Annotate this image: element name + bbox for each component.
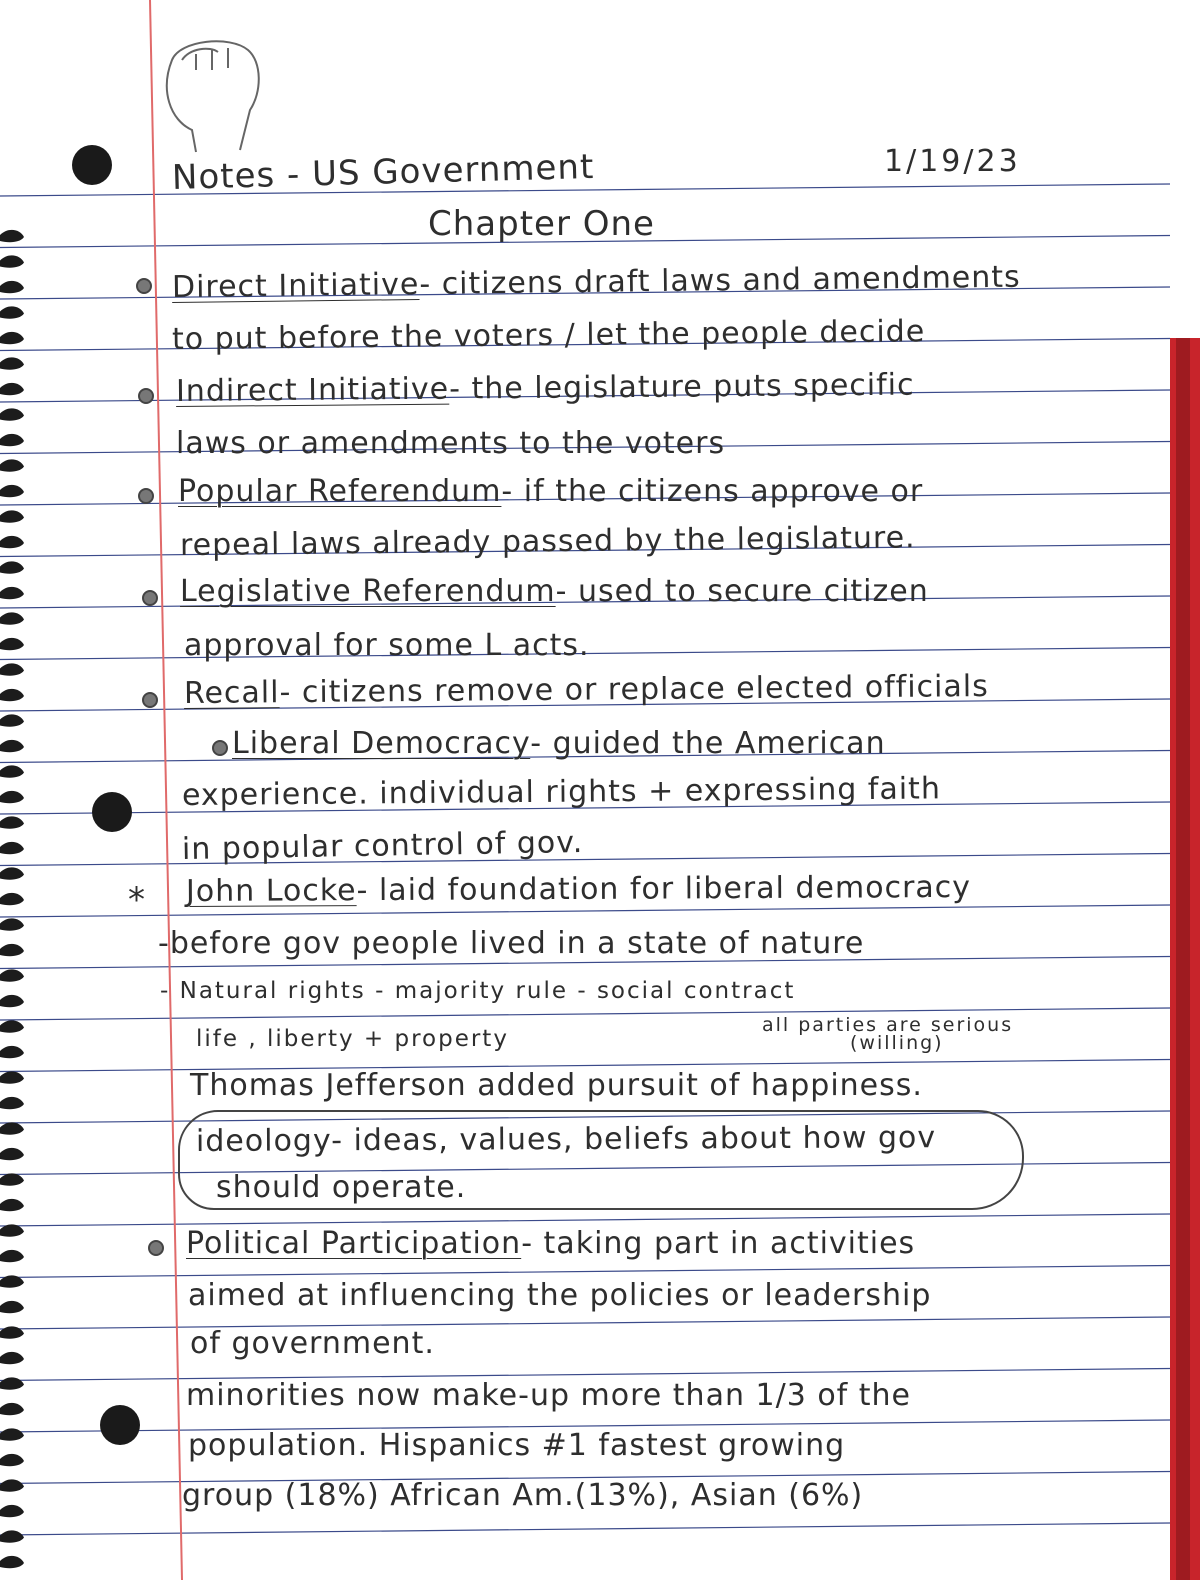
bullet-icon <box>136 278 152 294</box>
spiral-coil <box>0 689 24 701</box>
spiral-coil <box>0 408 24 420</box>
star-marker: * <box>128 880 146 920</box>
spiral-coil <box>0 638 24 650</box>
spiral-coil <box>0 1020 24 1032</box>
note-legislative-referendum <box>180 574 929 609</box>
term-popular-referendum: Popular Referendum <box>178 474 502 509</box>
definition-line: Thomas Jefferson added pursuit of happiness. <box>190 1068 923 1103</box>
note-minorities: population. Hispanics #1 fastest growing <box>188 1428 846 1463</box>
spiral-coil <box>0 1199 24 1211</box>
spiral-binding <box>0 230 24 1568</box>
spiral-coil <box>0 867 24 879</box>
spiral-coil <box>0 485 24 497</box>
spiral-coil <box>0 918 24 930</box>
spiral-coil <box>0 306 24 318</box>
spiral-coil <box>0 1352 24 1364</box>
definition-line: - citizens remove or replace elected officials <box>279 668 989 711</box>
spiral-coil <box>0 587 24 599</box>
spiral-coil <box>0 1377 24 1389</box>
bullet-icon <box>138 488 154 504</box>
term-liberal-democracy: Liberal Democracy <box>232 726 531 761</box>
spiral-coil <box>0 944 24 956</box>
spiral-coil <box>0 969 24 981</box>
bullet-icon <box>142 590 158 606</box>
margin-line <box>150 0 182 1580</box>
note-recall <box>184 669 989 711</box>
definition-line: - used to secure citizen <box>555 574 929 609</box>
spiral-coil <box>0 281 24 293</box>
spiral-coil <box>0 1556 24 1568</box>
note-john-locke <box>186 870 971 909</box>
spiral-coil <box>0 663 24 675</box>
punch-hole <box>72 145 112 185</box>
spiral-coil <box>0 230 24 242</box>
bullet-icon <box>138 388 154 404</box>
spiral-coil <box>0 1505 24 1517</box>
term-direct-initiative: Direct Initiative <box>171 266 420 305</box>
spiral-coil <box>0 1454 24 1466</box>
note-political-participation <box>186 1226 915 1261</box>
note-indirect-initiative <box>176 368 915 409</box>
definition-line: - laid foundation for liberal democracy <box>356 869 972 909</box>
spiral-coil <box>0 561 24 573</box>
spiral-coil <box>0 1530 24 1542</box>
definition-line: repeal laws already passed by the legislature. <box>179 520 916 563</box>
spiral-coil <box>0 332 24 344</box>
spiral-coil <box>0 816 24 828</box>
term-political-participation: Political Participation <box>186 1226 522 1261</box>
spiral-coil <box>0 842 24 854</box>
term-indirect-initiative: Indirect Initiative <box>175 371 450 409</box>
spiral-coil <box>0 893 24 905</box>
definition-line: -before gov people lived in a state of nature <box>158 926 865 961</box>
term-ideology: ideology <box>195 1123 332 1159</box>
definition-line: experience. individual rights + expressing faith <box>181 771 942 813</box>
definition-line: of government. <box>190 1326 435 1361</box>
spiral-coil <box>0 1122 24 1134</box>
definition-line: approval for some L acts. <box>184 628 590 663</box>
punch-hole <box>100 1405 140 1445</box>
definition-line: - citizens draft laws and amendments <box>419 259 1021 302</box>
bullet-icon <box>212 740 228 756</box>
spiral-coil <box>0 1046 24 1058</box>
spiral-coil <box>0 995 24 1007</box>
term-legislative-referendum: Legislative Referendum <box>180 574 556 609</box>
sub-note: life , liberty + property <box>196 1026 509 1052</box>
note-ideology <box>196 1120 936 1159</box>
spiral-coil <box>0 383 24 395</box>
rule-line <box>0 1523 1170 1535</box>
spiral-coil <box>0 1071 24 1083</box>
definition-line: aimed at influencing the policies or leadership <box>188 1278 932 1313</box>
rule-line <box>0 854 1170 866</box>
divider-tab-shadow <box>1176 338 1190 1580</box>
spiral-coil <box>0 1428 24 1440</box>
spiral-coil <box>0 740 24 752</box>
definition-line: - ideas, values, beliefs about how gov <box>331 1120 937 1159</box>
spiral-coil <box>0 1403 24 1415</box>
spiral-coil <box>0 434 24 446</box>
spiral-coil <box>0 357 24 369</box>
spiral-coil <box>0 791 24 803</box>
term-recall: Recall <box>183 675 280 711</box>
spiral-coil <box>0 536 24 548</box>
page-title: Notes - US Government <box>171 146 595 198</box>
spiral-coil <box>0 459 24 471</box>
spiral-coil <box>0 1173 24 1185</box>
spiral-coil <box>0 612 24 624</box>
spiral-coil <box>0 510 24 522</box>
bullet-icon <box>148 1240 164 1256</box>
spiral-coil <box>0 765 24 777</box>
spiral-coil <box>0 1148 24 1160</box>
fist-doodle <box>167 41 259 152</box>
spiral-coil <box>0 255 24 267</box>
definition-line: to put before the voters / let the people decide <box>171 314 926 357</box>
sub-note: all parties are serious <box>762 1014 1014 1036</box>
spiral-coil <box>0 714 24 726</box>
definition-line: - taking part in activities <box>521 1226 916 1261</box>
definition-line: should operate. <box>216 1170 467 1205</box>
definition-line: - guided the American <box>530 726 886 761</box>
spiral-coil <box>0 1250 24 1262</box>
definition-line: in popular control of gov. <box>181 824 584 867</box>
spiral-coil <box>0 1097 24 1109</box>
punch-hole <box>92 792 132 832</box>
definition-line: - if the citizens approve or <box>501 474 924 509</box>
bullet-icon <box>142 692 158 708</box>
definition-line: - the legislature puts specific <box>448 367 915 407</box>
note-minorities: group (18%) African Am.(13%), Asian (6%) <box>182 1478 864 1513</box>
note-popular-referendum <box>178 474 923 509</box>
sub-note: (willing) <box>850 1032 944 1054</box>
definition-line: - Natural rights - majority rule - social contract <box>160 978 796 1004</box>
page-date: 1/19/23 <box>884 144 1021 179</box>
note-liberal-democracy <box>232 726 886 761</box>
term-john-locke: John Locke <box>185 873 357 909</box>
rule-line <box>0 1317 1170 1329</box>
spiral-coil <box>0 1301 24 1313</box>
note-minorities: minorities now make-up more than 1/3 of the <box>186 1378 912 1413</box>
spiral-coil <box>0 1479 24 1491</box>
definition-line: laws or amendments to the voters <box>176 426 726 461</box>
chapter-heading: Chapter One <box>428 204 655 244</box>
